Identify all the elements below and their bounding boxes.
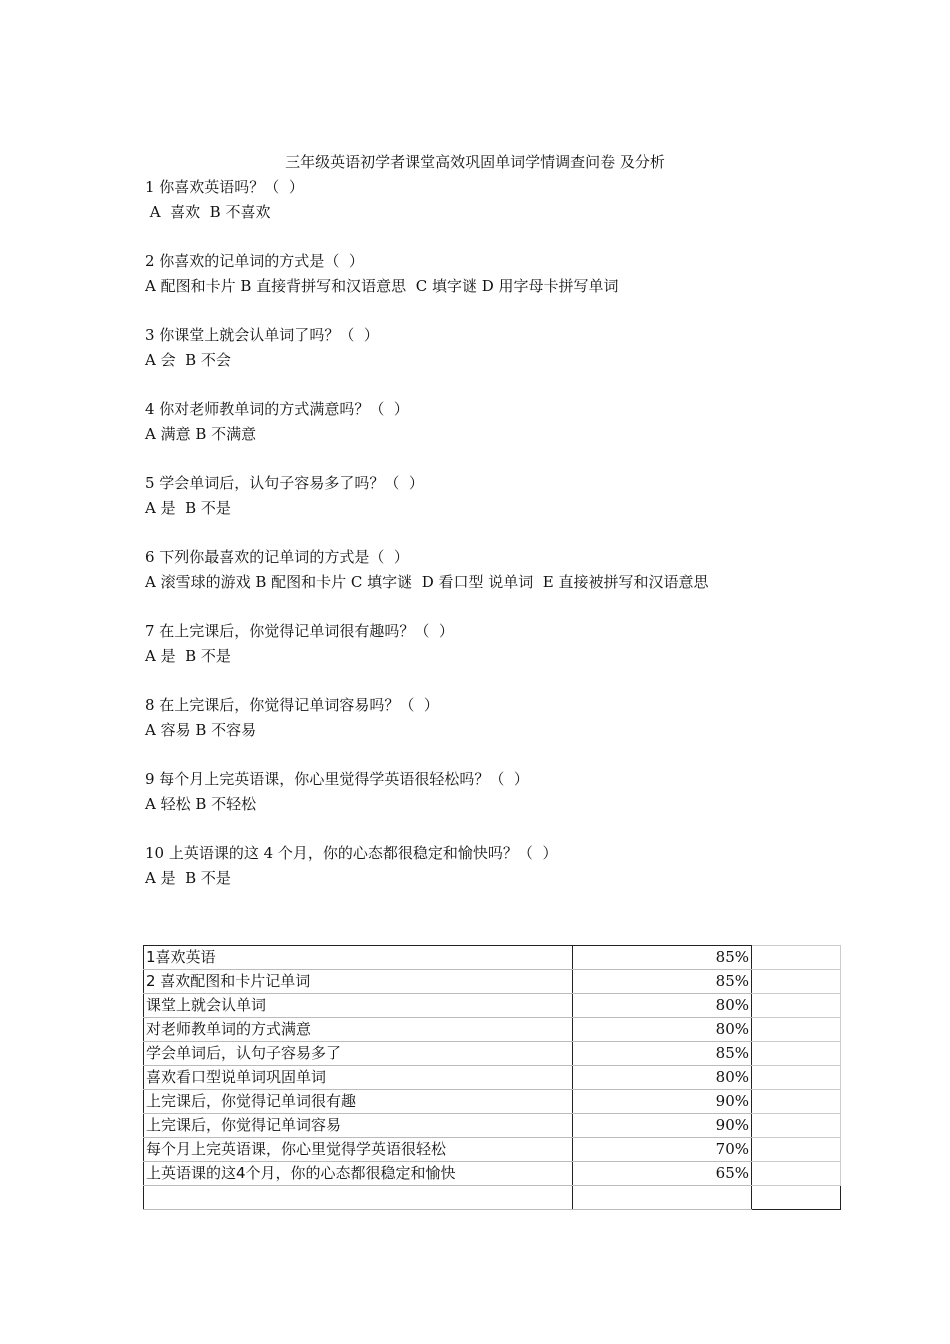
question-6 [145,545,845,595]
item-cell: 1喜欢英语 [144,946,573,970]
percent-cell: 85% [573,970,752,994]
empty-cell [752,970,841,994]
item-cell: 上英语课的这4个月，你的心态都很稳定和愉快 [144,1162,573,1186]
question-text: 5 学会单词后，认句子容易多了吗？（ ） [145,474,424,492]
question-options: A 是 B 不是 [145,869,231,887]
page-title: 三年级英语初学者课堂高效巩固单词学情调查问卷 及分析 [285,153,665,171]
empty-cell [752,1042,841,1066]
empty-cell [752,994,841,1018]
question-options: A 滚雪球的游戏 B 配图和卡片 C 填字谜 D 看口型 说单词 E 直接被拼写和汉语意思 [145,573,709,591]
percent-cell: 85% [573,1042,752,1066]
summary-table [143,945,841,1210]
question-9 [145,767,845,817]
table-row [144,1138,841,1162]
question-2 [145,249,845,299]
question-text: 7 在上完课后，你觉得记单词很有趣吗？（ ） [145,622,454,640]
question-8 [145,693,845,743]
question-options: A 配图和卡片 B 直接背拼写和汉语意思 C 填字谜 D 用字母卡拼写单词 [145,277,619,295]
question-options: A 是 B 不是 [145,499,231,517]
item-cell: 2 喜欢配图和卡片记单词 [144,970,573,994]
question-4 [145,397,845,447]
item-cell: 每个月上完英语课，你心里觉得学英语很轻松 [144,1138,573,1162]
question-text: 1 你喜欢英语吗？（ ） [145,178,304,196]
table-row [144,1066,841,1090]
question-10 [145,841,845,891]
question-text: 2 你喜欢的记单词的方式是（ ） [145,252,364,270]
table-row [144,1042,841,1066]
empty-cell [752,1114,841,1138]
table-row [144,970,841,994]
percent-cell: 90% [573,1090,752,1114]
percent-cell: 65% [573,1162,752,1186]
questionnaire [145,175,845,915]
empty-cell [752,1162,841,1186]
question-options: A 会 B 不会 [145,351,231,369]
percent-cell: 70% [573,1138,752,1162]
table-row [144,1018,841,1042]
question-text: 6 下列你最喜欢的记单词的方式是（ ） [145,548,409,566]
empty-cell [752,1066,841,1090]
percent-cell: 80% [573,1066,752,1090]
question-options: A 满意 B 不满意 [145,425,257,443]
table-row [144,1090,841,1114]
question-options: A 是 B 不是 [145,647,231,665]
table-row [144,1162,841,1186]
table-row [144,1186,841,1210]
empty-cell [752,1138,841,1162]
question-options: A 喜欢 B 不喜欢 [145,203,271,221]
table-row [144,1114,841,1138]
empty-cell [144,1186,573,1210]
empty-cell [573,1186,752,1210]
question-options: A 轻松 B 不轻松 [145,795,257,813]
question-text: 10 上英语课的这 4 个月，你的心态都很稳定和愉快吗？（ ） [145,844,558,862]
item-cell: 喜欢看口型说单词巩固单词 [144,1066,573,1090]
item-cell: 学会单词后，认句子容易多了 [144,1042,573,1066]
item-cell: 对老师教单词的方式满意 [144,1018,573,1042]
percent-cell: 90% [573,1114,752,1138]
item-cell: 上完课后，你觉得记单词很有趣 [144,1090,573,1114]
question-text: 9 每个月上完英语课，你心里觉得学英语很轻松吗？（ ） [145,770,529,788]
percent-cell: 85% [573,946,752,970]
question-text: 4 你对老师教单词的方式满意吗？（ ） [145,400,409,418]
empty-cell [752,1018,841,1042]
question-options: A 容易 B 不容易 [145,721,257,739]
question-7 [145,619,845,669]
empty-cell [752,1090,841,1114]
item-cell: 上完课后，你觉得记单词容易 [144,1114,573,1138]
question-3 [145,323,845,373]
question-text: 3 你课堂上就会认单词了吗？（ ） [145,326,379,344]
percent-cell: 80% [573,994,752,1018]
selected-empty-cell [752,1186,841,1210]
percent-cell: 80% [573,1018,752,1042]
empty-cell [752,946,841,970]
question-1 [145,175,845,225]
table-row [144,946,841,970]
question-5 [145,471,845,521]
question-text: 8 在上完课后，你觉得记单词容易吗？（ ） [145,696,439,714]
item-cell: 课堂上就会认单词 [144,994,573,1018]
table-row [144,994,841,1018]
